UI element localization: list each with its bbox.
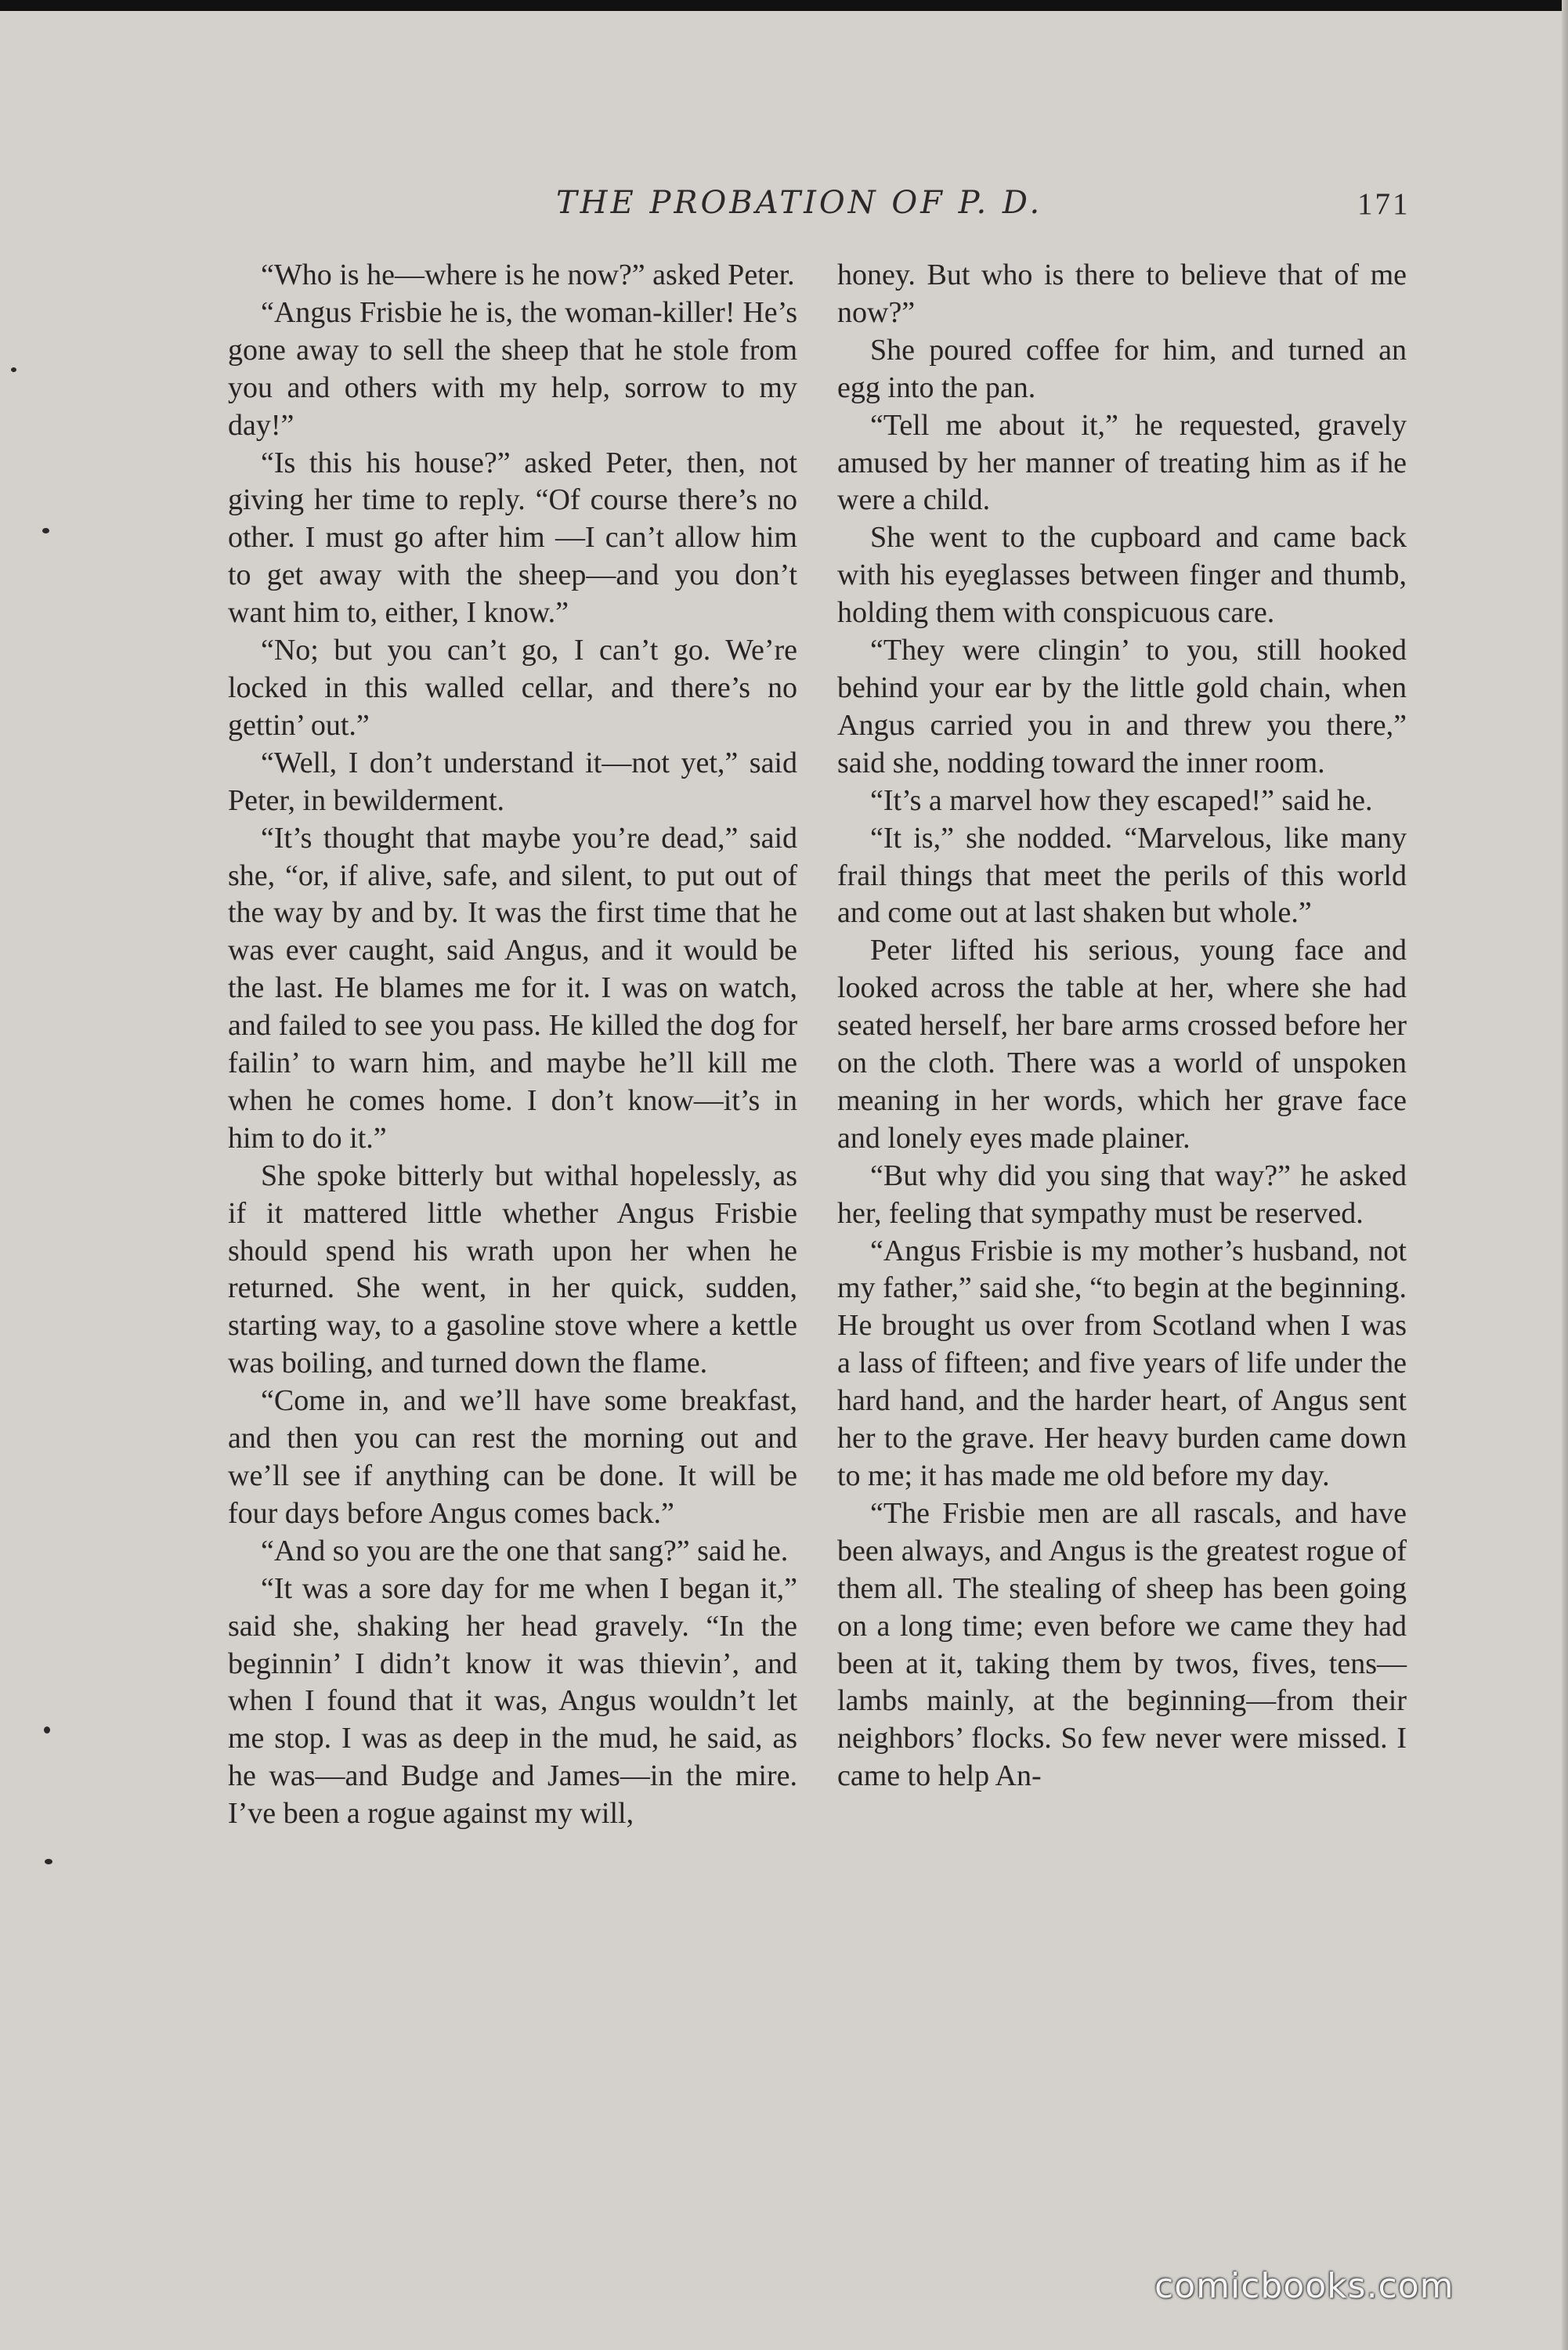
paragraph: “Angus Frisbie is my mother’s husband, not my father,” said she, “to begin at the beginning. He brought us over from Scotland when I was a lass of fifteen; and five years of life under the hard hand, and the harder heart, of Angus sent her to the grave. Her heavy burden came down to me; it has made me old before my day.: [837, 1234, 1407, 1492]
paragraph: “Who is he—where is he now?” asked Peter.: [261, 258, 795, 291]
margin-speck: [44, 1726, 50, 1734]
paragraph: “The Frisbie men are all rascals, and have been always, and Angus is the greatest rogue of them all. The stealing of sheep has been going on a long time; even before we came they had been at it, taking them by twos, fives, tens—lambs mainly, at the beginning—from their neighbors’ flocks. So few never were missed. I came to help An-: [837, 1496, 1407, 1793]
watermark: comicbooks.com: [1154, 2266, 1454, 2306]
scan-right-edge: [1562, 0, 1568, 2350]
paragraph: “No; but you can’t go, I can’t go. We’re locked in this walled cellar, and there’s no gettin’ out.”: [228, 634, 797, 742]
paragraph: “They were clingin’ to you, still hooked behind your ear by the little gold chain, when Angus carried you in and threw you there,” said she, nodding toward the inner room.: [837, 634, 1407, 779]
margin-speck: [45, 1859, 52, 1864]
text-column-left: [228, 257, 797, 1833]
running-title: THE PROBATION OF P. D.: [556, 185, 1043, 221]
margin-speck: [11, 367, 16, 372]
running-head: [0, 185, 1568, 232]
text-column-right: [837, 257, 1407, 1795]
paragraph: “Angus Frisbie he is, the woman-killer! He’s gone away to sell the sheep that he stole from you and others with my help, sorrow to my day!”: [228, 295, 797, 442]
paragraph: “It was a sore day for me when I began it,” said she, shaking her head gravely. “In the beginnin’ I didn’t know it was thievin’, and when I found that it was, Angus wouldn’t let me stop. I was as deep in the mud, he said, as he was—and Budge and James—in the mire. I’ve been a rogue against my will,: [228, 1571, 797, 1831]
paragraph: “Tell me about it,” he requested, gravely amused by her manner of treating him as if he were a child.: [837, 408, 1407, 517]
paragraph: “And so you are the one that sang?” said he.: [261, 1534, 789, 1567]
paragraph: She spoke bitterly but withal hopelessly, as if it mattered little whether Angus Frisbie should spend his wrath upon her when he returned. She went, in her quick, sudden, starting way, to a gasoline stove where a kettle was boiling, and turned down the flame.: [228, 1159, 797, 1380]
paragraph: “Is this his house?” asked Peter, then, not giving her time to reply. “Of course there’s no other. I must go after him —I can’t allow him to get away with the sheep—and you don’t want him to, either, I know.”: [228, 446, 797, 630]
paragraph: “Well, I don’t understand it—not yet,” said Peter, in bewilderment.: [228, 746, 797, 817]
paragraph: “It is,” she nodded. “Marvelous, like many frail things that meet the perils of this world and come out at last shaken but whole.”: [837, 821, 1407, 930]
scan-top-edge: [0, 0, 1568, 11]
paragraph: “But why did you sing that way?” he asked her, feeling that sympathy must be reserved.: [837, 1159, 1407, 1230]
paragraph: “Come in, and we’ll have some breakfast, and then you can rest the morning out and we’ll see if anything can be done. It will be four days before Angus comes back.”: [228, 1384, 797, 1530]
paragraph: She went to the cupboard and came back with his eyeglasses between finger and thumb, holding them with conspicuous care.: [837, 521, 1407, 630]
margin-speck: [42, 528, 49, 533]
paragraph: Peter lifted his serious, young face and looked across the table at her, where she had seated herself, her bare arms crossed before her on the cloth. There was a world of unspoken meaning in her words, which her grave face and lonely eyes made plainer.: [837, 934, 1407, 1155]
paragraph: “It’s thought that maybe you’re dead,” said she, “or, if alive, safe, and silent, to put out of the way by and by. It was the first time that he was ever caught, said Angus, and it would be the last. He blames me for it. I was on watch, and failed to see you pass. He killed the dog for failin’ to warn him, and maybe he’ll kill me when he comes home. I don’t know—it’s in him to do it.”: [228, 821, 797, 1155]
paragraph: honey. But who is there to believe that of me now?”: [837, 258, 1407, 329]
paragraph: “It’s a marvel how they escaped!” said he.: [870, 783, 1373, 817]
page-number: 171: [1357, 187, 1411, 221]
paragraph: She poured coffee for him, and turned an egg into the pan.: [837, 333, 1407, 404]
